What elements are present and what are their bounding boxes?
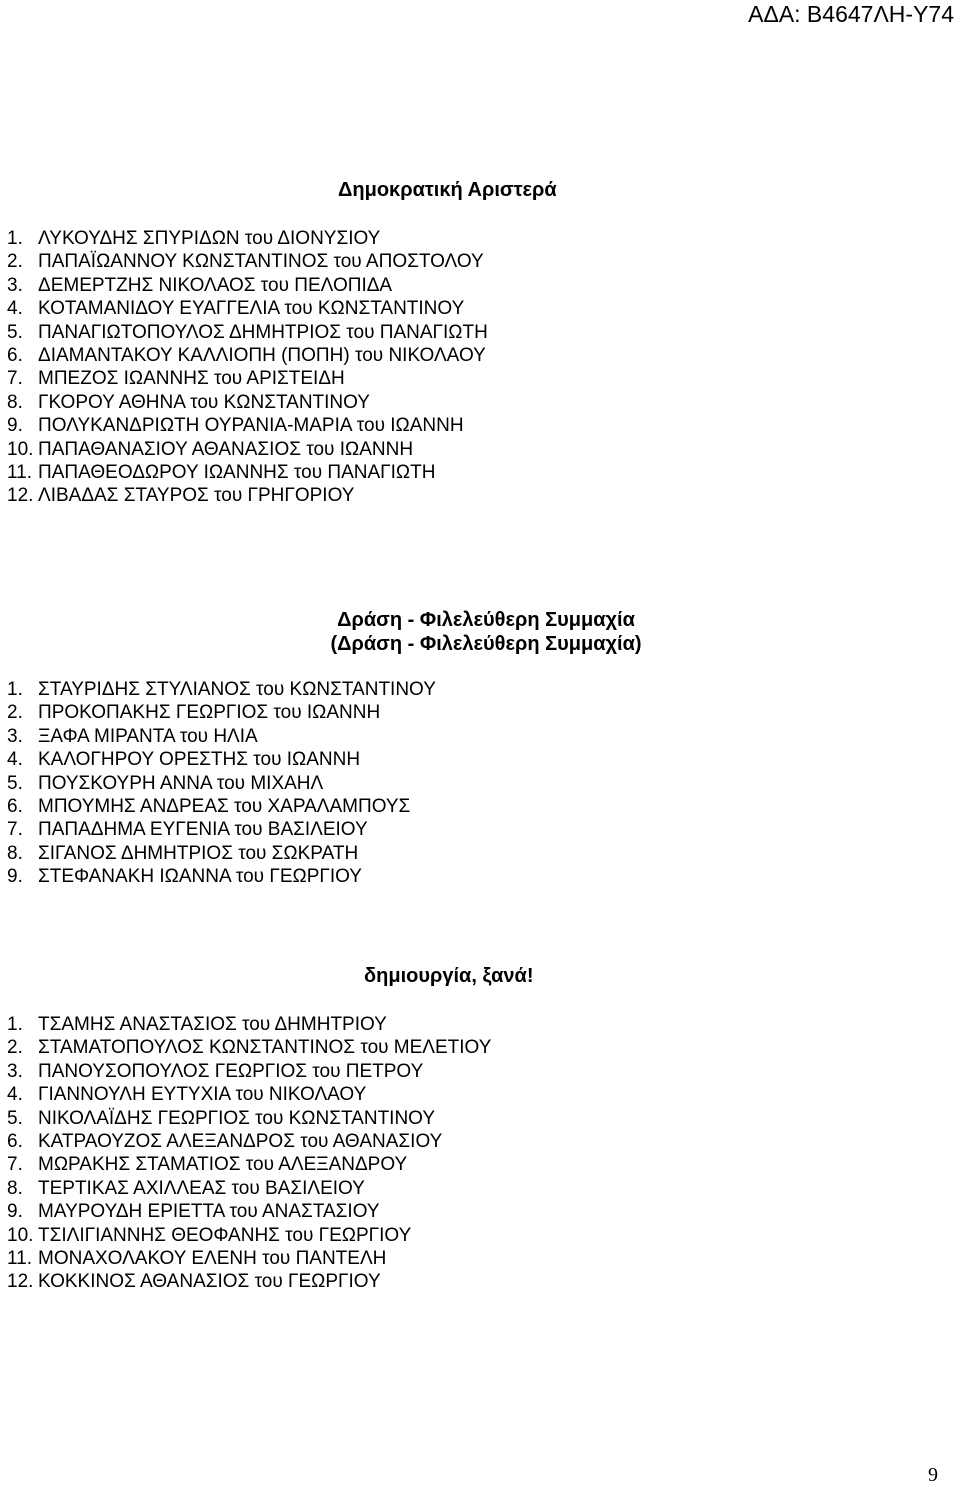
list-item-number: 5.: [7, 1107, 23, 1129]
section-title-dimokratiki-aristera: Δημοκρατική Αριστερά: [338, 179, 557, 201]
list-item-name: ΜΠΕΖΟΣ ΙΩΑΝΝΗΣ του ΑΡΙΣΤΕΙΔΗ: [38, 368, 345, 390]
list-item-number: 10.: [7, 438, 34, 460]
section-title-drasi-main: Δράση - Φιλελεύθερη Συμμαχία: [337, 609, 635, 631]
section-title-dimiourgia-xana: δημιουργία, ξανά!: [364, 965, 534, 987]
list-item: [7, 1247, 491, 1270]
list-item-number: 1.: [7, 228, 23, 249]
list-item-number: 3.: [7, 725, 23, 747]
list-item: [7, 1013, 491, 1036]
list-item-name: ΚΟΚΚΙΝΟΣ ΑΘΑΝΑΣΙΟΣ του ΓΕΩΡΓΙΟΥ: [38, 1271, 381, 1293]
list-item: [7, 1107, 491, 1130]
list-item-number: 2.: [7, 702, 23, 724]
ada-code: ΑΔΑ: Β4647ΛΗ-Υ74: [748, 1, 954, 27]
list-item-number: 9.: [7, 1201, 23, 1223]
list-item: [7, 1130, 491, 1153]
list-item: [7, 701, 436, 724]
list-item-number: 5.: [7, 772, 23, 794]
list-item-number: 1.: [7, 1014, 23, 1035]
list-item: [7, 1083, 491, 1106]
page-number: 9: [928, 1464, 938, 1486]
list-item-number: 8.: [7, 391, 23, 413]
list-item-number: 4.: [7, 298, 23, 320]
list-item: [7, 274, 488, 297]
list-item: [7, 1177, 491, 1200]
list-item-name: ΛΙΒΑΔΑΣ ΣΤΑΥΡΟΣ του ΓΡΗΓΟΡΙΟΥ: [38, 485, 355, 507]
list-item: [7, 367, 488, 390]
list-item-name: ΚΟΤΑΜΑΝΙΔΟΥ ΕΥΑΓΓΕΛΙΑ του ΚΩΝΣΤΑΝΤΙΝΟΥ: [38, 298, 465, 320]
list-item-name: ΠΟΥΣΚΟΥΡΗ ΑΝΝΑ του ΜΙΧΑΗΛ: [38, 772, 324, 794]
candidate-list-dimokratiki-aristera: [7, 227, 488, 508]
list-item-number: 12.: [7, 485, 34, 507]
list-item: [7, 1060, 491, 1083]
list-item-number: 2.: [7, 1037, 23, 1059]
list-item-number: 2.: [7, 251, 23, 273]
candidate-list-drasi: [7, 678, 436, 889]
list-item-name: ΠΟΛΥΚΑΝΔΡΙΩΤΗ ΟΥΡΑΝΙΑ-ΜΑΡΙΑ του ΙΩΑΝΝΗ: [38, 415, 464, 437]
list-item: [7, 1036, 491, 1059]
list-item-number: 12.: [7, 1271, 34, 1293]
list-item-name: ΠΑΠΑΘΕΟΔΩΡΟΥ ΙΩΑΝΝΗΣ του ΠΑΝΑΓΙΩΤΗ: [38, 462, 436, 484]
list-item: [7, 344, 488, 367]
list-item-name: ΠΑΠΑΘΑΝΑΣΙΟΥ ΑΘΑΝΑΣΙΟΣ του ΙΩΑΝΝΗ: [38, 438, 414, 460]
list-item-number: 4.: [7, 749, 23, 771]
section-title-drasi-sub: (Δράση - Φιλελεύθερη Συμμαχία): [330, 633, 642, 655]
list-item-name: ΣΤΑΥΡΙΔΗΣ ΣΤΥΛΙΑΝΟΣ του ΚΩΝΣΤΑΝΤΙΝΟΥ: [38, 679, 436, 700]
list-item: [7, 461, 488, 484]
list-item-name: ΛΥΚΟΥΔΗΣ ΣΠΥΡΙΔΩΝ του ΔΙΟΝΥΣΙΟΥ: [38, 228, 381, 249]
list-item: [7, 1153, 491, 1176]
list-item-number: 8.: [7, 842, 23, 864]
list-item: [7, 1200, 491, 1223]
list-item-name: ΔΕΜΕΡΤΖΗΣ ΝΙΚΟΛΑΟΣ του ΠΕΛΟΠΙΔΑ: [38, 274, 393, 296]
list-item: [7, 250, 488, 273]
list-item-name: ΓΚΟΡΟΥ ΑΘΗΝΑ του ΚΩΝΣΤΑΝΤΙΝΟΥ: [38, 391, 370, 413]
list-item-name: ΜΩΡΑΚΗΣ ΣΤΑΜΑΤΙΟΣ του ΑΛΕΞΑΝΔΡΟΥ: [38, 1154, 408, 1176]
list-item: [7, 678, 436, 701]
list-item: [7, 438, 488, 461]
list-item-number: 11.: [7, 1248, 33, 1270]
list-item-name: ΜΠΟΥΜΗΣ ΑΝΔΡΕΑΣ του ΧΑΡΑΛΑΜΠΟΥΣ: [38, 796, 411, 818]
list-item-name: ΠΡΟΚΟΠΑΚΗΣ ΓΕΩΡΓΙΟΣ του ΙΩΑΝΝΗ: [38, 702, 381, 724]
list-item-name: ΤΣΑΜΗΣ ΑΝΑΣΤΑΣΙΟΣ του ΔΗΜΗΤΡΙΟΥ: [38, 1014, 387, 1035]
list-item: [7, 725, 436, 748]
list-item: [7, 865, 436, 888]
list-item-name: ΝΙΚΟΛΑΪΔΗΣ ΓΕΩΡΓΙΟΣ του ΚΩΝΣΤΑΝΤΙΝΟΥ: [38, 1107, 436, 1129]
list-item-number: 7.: [7, 819, 23, 841]
list-item-number: 8.: [7, 1177, 23, 1199]
list-item: [7, 1224, 491, 1247]
list-item-name: ΠΑΠΑΔΗΜΑ ΕΥΓΕΝΙΑ του ΒΑΣΙΛΕΙΟΥ: [38, 819, 368, 841]
list-item-number: 7.: [7, 1154, 23, 1176]
list-item: [7, 321, 488, 344]
section-title-drasi: [330, 608, 642, 656]
list-item-number: 5.: [7, 321, 23, 343]
list-item-name: ΤΣΙΛΙΓΙΑΝΝΗΣ ΘΕΟΦΑΝΗΣ του ΓΕΩΡΓΙΟΥ: [38, 1224, 412, 1246]
list-item-name: ΣΙΓΑΝΟΣ ΔΗΜΗΤΡΙΟΣ του ΣΩΚΡΑΤΗ: [38, 842, 359, 864]
list-item-number: 1.: [7, 679, 23, 700]
list-item-name: ΠΑΝΑΓΙΩΤΟΠΟΥΛΟΣ ΔΗΜΗΤΡΙΟΣ του ΠΑΝΑΓΙΩΤΗ: [38, 321, 488, 343]
list-item: [7, 795, 436, 818]
list-item-name: ΠΑΠΑΪΩΑΝΝΟΥ ΚΩΝΣΤΑΝΤΙΝΟΣ του ΑΠΟΣΤΟΛΟΥ: [38, 251, 484, 273]
list-item-number: 11.: [7, 462, 33, 484]
list-item-name: ΚΑΤΡΑΟΥΖΟΣ ΑΛΕΞΑΝΔΡΟΣ του ΑΘΑΝΑΣΙΟΥ: [38, 1131, 443, 1153]
list-item-number: 9.: [7, 866, 23, 888]
list-item-name: ΞΑΦΑ ΜΙΡΑΝΤΑ του ΗΛΙΑ: [38, 725, 258, 747]
list-item: [7, 748, 436, 771]
list-item-number: 6.: [7, 1131, 23, 1153]
list-item-name: ΤΕΡΤΙΚΑΣ ΑΧΙΛΛΕΑΣ του ΒΑΣΙΛΕΙΟΥ: [38, 1177, 365, 1199]
list-item-name: ΜΟΝΑΧΟΛΑΚΟΥ ΕΛΕΝΗ του ΠΑΝΤΕΛΗ: [38, 1248, 387, 1270]
list-item-name: ΚΑΛΟΓΗΡΟΥ ΟΡΕΣΤΗΣ του ΙΩΑΝΝΗ: [38, 749, 361, 771]
list-item: [7, 391, 488, 414]
candidate-list-dimiourgia-xana: [7, 1013, 491, 1294]
list-item: [7, 414, 488, 437]
list-item-name: ΓΙΑΝΝΟΥΛΗ ΕΥΤΥΧΙΑ του ΝΙΚΟΛΑΟΥ: [38, 1084, 367, 1106]
list-item: [7, 1270, 491, 1293]
list-item: [7, 772, 436, 795]
list-item-number: 6.: [7, 796, 23, 818]
list-item-number: 4.: [7, 1084, 23, 1106]
list-item-number: 3.: [7, 274, 23, 296]
list-item: [7, 484, 488, 507]
list-item: [7, 842, 436, 865]
list-item-name: ΠΑΝΟΥΣΟΠΟΥΛΟΣ ΓΕΩΡΓΙΟΣ του ΠΕΤΡΟΥ: [38, 1060, 424, 1082]
list-item-name: ΔΙΑΜΑΝΤΑΚΟΥ ΚΑΛΛΙΟΠΗ (ΠΟΠΗ) του ΝΙΚΟΛΑΟΥ: [38, 345, 486, 367]
list-item-name: ΣΤΕΦΑΝΑΚΗ ΙΩΑΝΝΑ του ΓΕΩΡΓΙΟΥ: [38, 866, 362, 888]
list-item: [7, 297, 488, 320]
list-item: [7, 227, 488, 250]
list-item-number: 7.: [7, 368, 23, 390]
list-item-number: 6.: [7, 345, 23, 367]
list-item-number: 10.: [7, 1224, 34, 1246]
list-item: [7, 818, 436, 841]
list-item-name: ΣΤΑΜΑΤΟΠΟΥΛΟΣ ΚΩΝΣΤΑΝΤΙΝΟΣ του ΜΕΛΕΤΙΟΥ: [38, 1037, 492, 1059]
list-item-name: ΜΑΥΡΟΥΔΗ ΕΡΙΕΤΤΑ του ΑΝΑΣΤΑΣΙΟΥ: [38, 1201, 380, 1223]
list-item-number: 3.: [7, 1060, 23, 1082]
list-item-number: 9.: [7, 415, 23, 437]
